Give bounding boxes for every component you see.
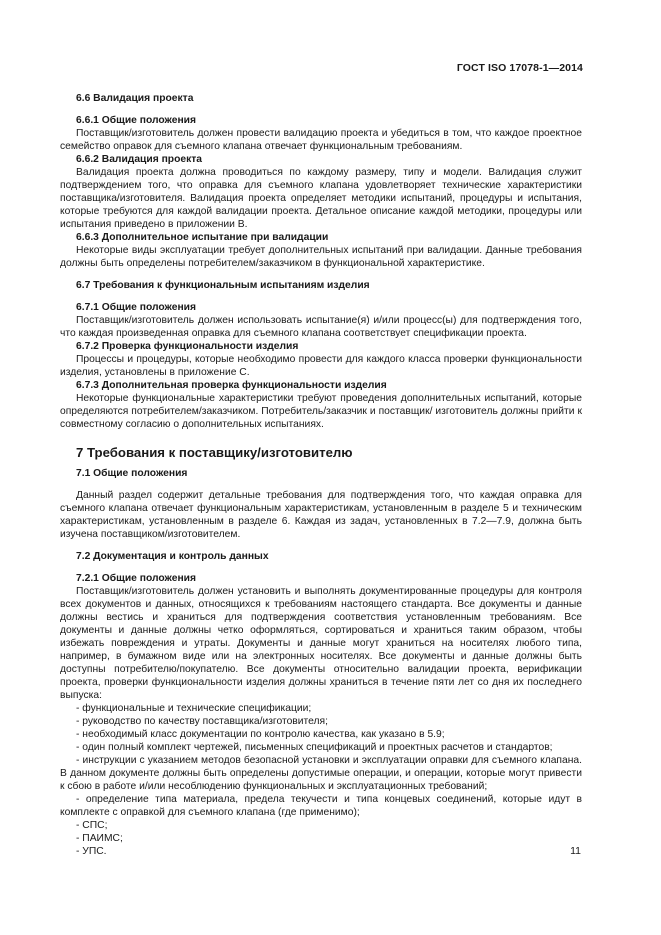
section-6-7-2-title: 6.7.2 Проверка функциональности изделия [76, 341, 299, 352]
section-6-6-3-text: Некоторые виды эксплуатации требует дополнительных испытаний при валидации. Данные требования должны быть определены потребителем/заказчиком в функциональной характеристике. [60, 245, 582, 269]
page-content [60, 92, 582, 858]
list-item: - ПАИМС; [76, 833, 123, 844]
section-6-7-title: 6.7 Требования к функциональным испытаниям изделия [76, 280, 370, 291]
section-6-6-3-title: 6.6.3 Дополнительное испытание при валидации [76, 232, 329, 243]
list-item: - необходимый класс документации по контролю качества, как указано в 5.9; [76, 729, 445, 740]
list-item: - инструкции с указанием методов безопасной установки и эксплуатации оправки для съемного клапана. В данном документе должны быть определены допустимые операции, и операции, которые могут привести к сбою в работе и/или несоблюдению функциональных и эксплуатационных требований; [60, 755, 582, 792]
section-6-6-2-title: 6.6.2 Валидация проекта [76, 154, 203, 165]
section-7-title: 7 Требования к поставщику/изготовителю [76, 445, 353, 460]
section-6-7-3-text: Некоторые функциональные характеристики требуют проведения дополнительных испытаний, которые определяются потребителем/заказчиком. Потребитель/заказчик и поставщик/ изготовитель должны прийти к совместному согласию о дополнительных испытаниях. [60, 393, 582, 430]
list-item: - УПС. [76, 846, 107, 857]
document-code: ГОСТ ISO 17078-1—2014 [456, 62, 583, 74]
section-6-6-1-text: Поставщик/изготовитель должен провести валидацию проекта и убедиться в том, что каждое проектное семейство оправок для съемного клапана отвечает функциональным требованиям. [60, 128, 582, 152]
section-6-6-title: 6.6 Валидация проекта [76, 93, 194, 104]
section-6-6-2-text: Валидация проекта должна проводиться по каждому размеру, типу и модели. Валидация служит подтверждением того, что оправка для съемного клапана удовлетворяет технические характеристики поставщика/изготовителя. Валидация проекта определяет методики испытаний, процедуры и испытания, которые требуются для каждой валидации проекта. Детальное описание каждой методики, процедуры или испытания приведено в приложении В. [60, 167, 582, 230]
section-6-7-3-title: 6.7.3 Дополнительная проверка функциональности изделия [76, 380, 387, 391]
list-item: - руководство по качеству поставщика/изготовителя; [76, 716, 328, 727]
section-6-6-1-title: 6.6.1 Общие положения [76, 115, 196, 126]
section-7-2-title: 7.2 Документация и контроль данных [76, 551, 269, 562]
list-item: - один полный комплект чертежей, письменных спецификаций и проектных расчетов и стандартов; [76, 742, 553, 753]
section-7-2-1-title: 7.2.1 Общие положения [76, 573, 196, 584]
section-7-1-title: 7.1 Общие положения [76, 468, 188, 479]
section-6-7-1-text: Поставщик/изготовитель должен использовать испытание(я) и/или процесс(ы) для подтверждения того, что каждая произведенная оправка для съемного клапана соответствует спецификации проекта. [60, 315, 582, 339]
list-item: - СПС; [76, 820, 108, 831]
page-number: 11 [570, 845, 581, 857]
list-item: - определение типа материала, предела текучести и типа концевых соединений, которые идут в комплекте с оправкой для съемного клапана (где применимо); [60, 794, 582, 818]
section-7-2-1-text: Поставщик/изготовитель должен установить и выполнять документированные процедуры для контроля всех документов и данных, относящихся к требованиям настоящего стандарта. Все документы и данные должны вестись и храниться для подтверждения соответствия установленным требованиям. Все документы и данные должны четко оформляться, сортироваться и храниться таким образом, чтобы избежать повреждения и утраты. Документы и данные могут храниться на носителях любого типа, например, в бумажном виде или на электронных носителях. Все документы и данные должны быть доступны потребителю/покупателю. Все документы относительно валидации проекта, верификации проекта, проверки функциональности изделия должны храниться в течение пяти лет со дня их последнего выпуска: [60, 586, 582, 701]
section-6-7-2-text: Процессы и процедуры, которые необходимо провести для каждого класса проверки функциональности изделия, установлены в приложение С. [60, 354, 582, 378]
list-item: - функциональные и технические спецификации; [76, 703, 312, 714]
section-6-7-1-title: 6.7.1 Общие положения [76, 302, 196, 313]
section-7-1-text: Данный раздел содержит детальные требования для подтверждения того, что каждая оправка для съемного клапана отвечает функциональным характеристикам, установленным в разделе 5 и техническим характеристикам, установленным в разделе 6. Каждая из задач, установленных в 7.2—7.9, должна быть изучена поставщиком/изготовителем. [60, 490, 582, 540]
